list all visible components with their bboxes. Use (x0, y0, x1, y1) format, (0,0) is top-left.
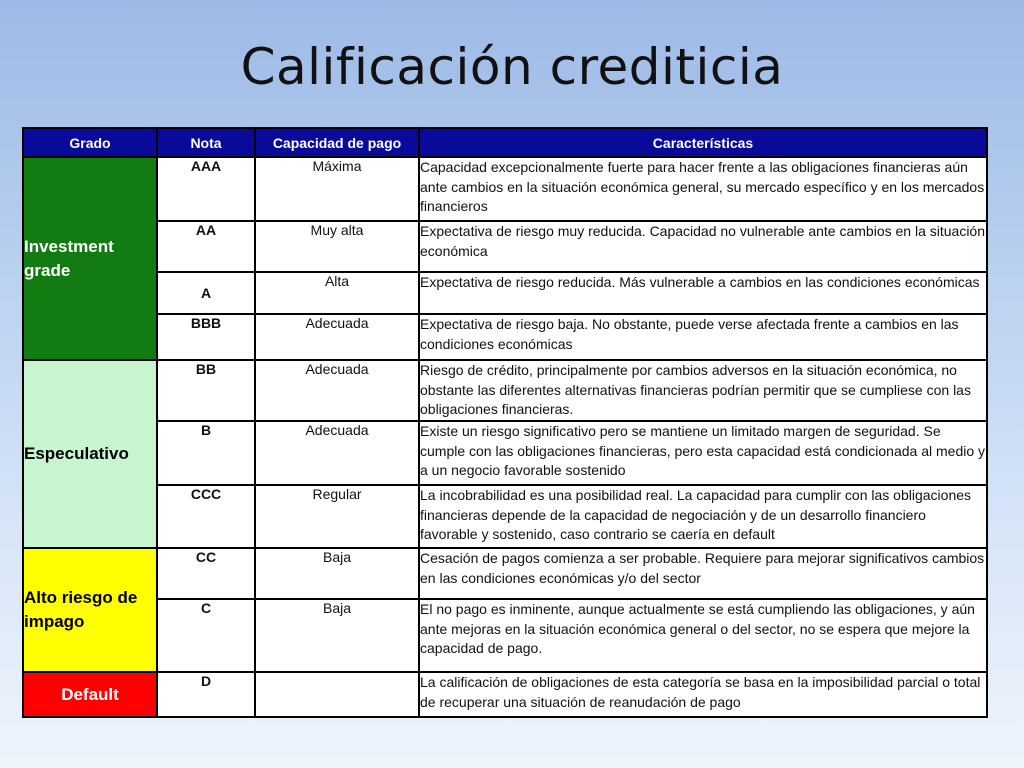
capacidad-cell: Máxima (255, 157, 419, 221)
table-row (23, 360, 987, 421)
caracteristicas-cell: Existe un riesgo significativo pero se mantiene un limitado margen de seguridad. Se cumple con las obligaciones financieras, pero esta capacidad está condicionada al medio y a un negocio favorable sostenido (419, 421, 987, 485)
table-row (23, 314, 987, 360)
caracteristicas-cell: La calificación de obligaciones de esta categoría se basa en la imposibilidad parcial o total de recuperar una situación de reanudación de pago (419, 672, 987, 717)
group-default (23, 672, 157, 717)
caracteristicas-cell: Riesgo de crédito, principalmente por cambios adversos en la situación económica, no obstante las diferentes alternativas financieras podrían permitir que se cumpliese con las obligaciones financieras. (419, 360, 987, 421)
capacidad-cell: Regular (255, 485, 419, 548)
table-header-row (23, 128, 987, 157)
nota-cell: B (157, 421, 255, 485)
table-row (23, 485, 987, 548)
table-row (23, 548, 987, 599)
caracteristicas-cell: El no pago es inminente, aunque actualmente se está cumpliendo las obligaciones, y aún ante mejoras en la situación económica general o del sector, no se espera que mejore la capacidad de pago. (419, 599, 987, 672)
header-capacidad: Capacidad de pago (255, 128, 419, 157)
table-row (23, 157, 987, 221)
group-label: Especulativo (24, 444, 129, 463)
header-nota: Nota (157, 128, 255, 157)
capacidad-cell: Adecuada (255, 421, 419, 485)
table-row (23, 672, 987, 717)
nota-cell: CCC (157, 485, 255, 548)
nota-cell: AA (157, 221, 255, 272)
table-row (23, 599, 987, 672)
table-row (23, 221, 987, 272)
caracteristicas-cell: Cesación de pagos comienza a ser probable. Requiere para mejorar significativos cambios en las condiciones económicas y/o del sector (419, 548, 987, 599)
capacidad-cell: Muy alta (255, 221, 419, 272)
capacidad-cell: Alta (255, 272, 419, 314)
caracteristicas-cell: Expectativa de riesgo reducida. Más vulnerable a cambios en las condiciones económicas (419, 272, 987, 314)
nota-cell: BB (157, 360, 255, 421)
header-caracteristicas: Características (419, 128, 987, 157)
capacidad-cell: Adecuada (255, 314, 419, 360)
nota-cell: D (157, 672, 255, 717)
group-investment-grade (23, 157, 157, 360)
capacidad-cell: Baja (255, 599, 419, 672)
nota-cell: CC (157, 548, 255, 599)
group-label: Default (61, 684, 119, 704)
capacidad-cell (255, 672, 419, 717)
nota-cell: A (157, 272, 255, 314)
capacidad-cell: Adecuada (255, 360, 419, 421)
caracteristicas-cell: Expectativa de riesgo muy reducida. Capacidad no vulnerable ante cambios en la situación económica (419, 221, 987, 272)
nota-cell: AAA (157, 157, 255, 221)
group-label: Investment grade (24, 236, 114, 280)
group-label: Alto riesgo de impago (24, 588, 138, 631)
credit-rating-table (22, 127, 988, 718)
caracteristicas-cell: La incobrabilidad es una posibilidad real. La capacidad para cumplir con las obligaciones financieras depende de la capacidad de negociación y de un desarrollo financiero favorable y sostenido, caso contrario se caería en default (419, 485, 987, 548)
caracteristicas-cell: Expectativa de riesgo baja. No obstante, puede verse afectada frente a cambios en las condiciones económicas (419, 314, 987, 360)
header-grado: Grado (23, 128, 157, 157)
group-alto-riesgo (23, 548, 157, 672)
caracteristicas-cell: Capacidad excepcionalmente fuerte para hacer frente a las obligaciones financieras aún ante cambios en la situación económica general, su mercado específico y en los mercados financieros (419, 157, 987, 221)
nota-cell: BBB (157, 314, 255, 360)
page-title: Calificación crediticia (240, 38, 784, 96)
capacidad-cell: Baja (255, 548, 419, 599)
table-row (23, 272, 987, 314)
nota-cell: C (157, 599, 255, 672)
group-especulativo (23, 360, 157, 548)
table-row (23, 421, 987, 485)
